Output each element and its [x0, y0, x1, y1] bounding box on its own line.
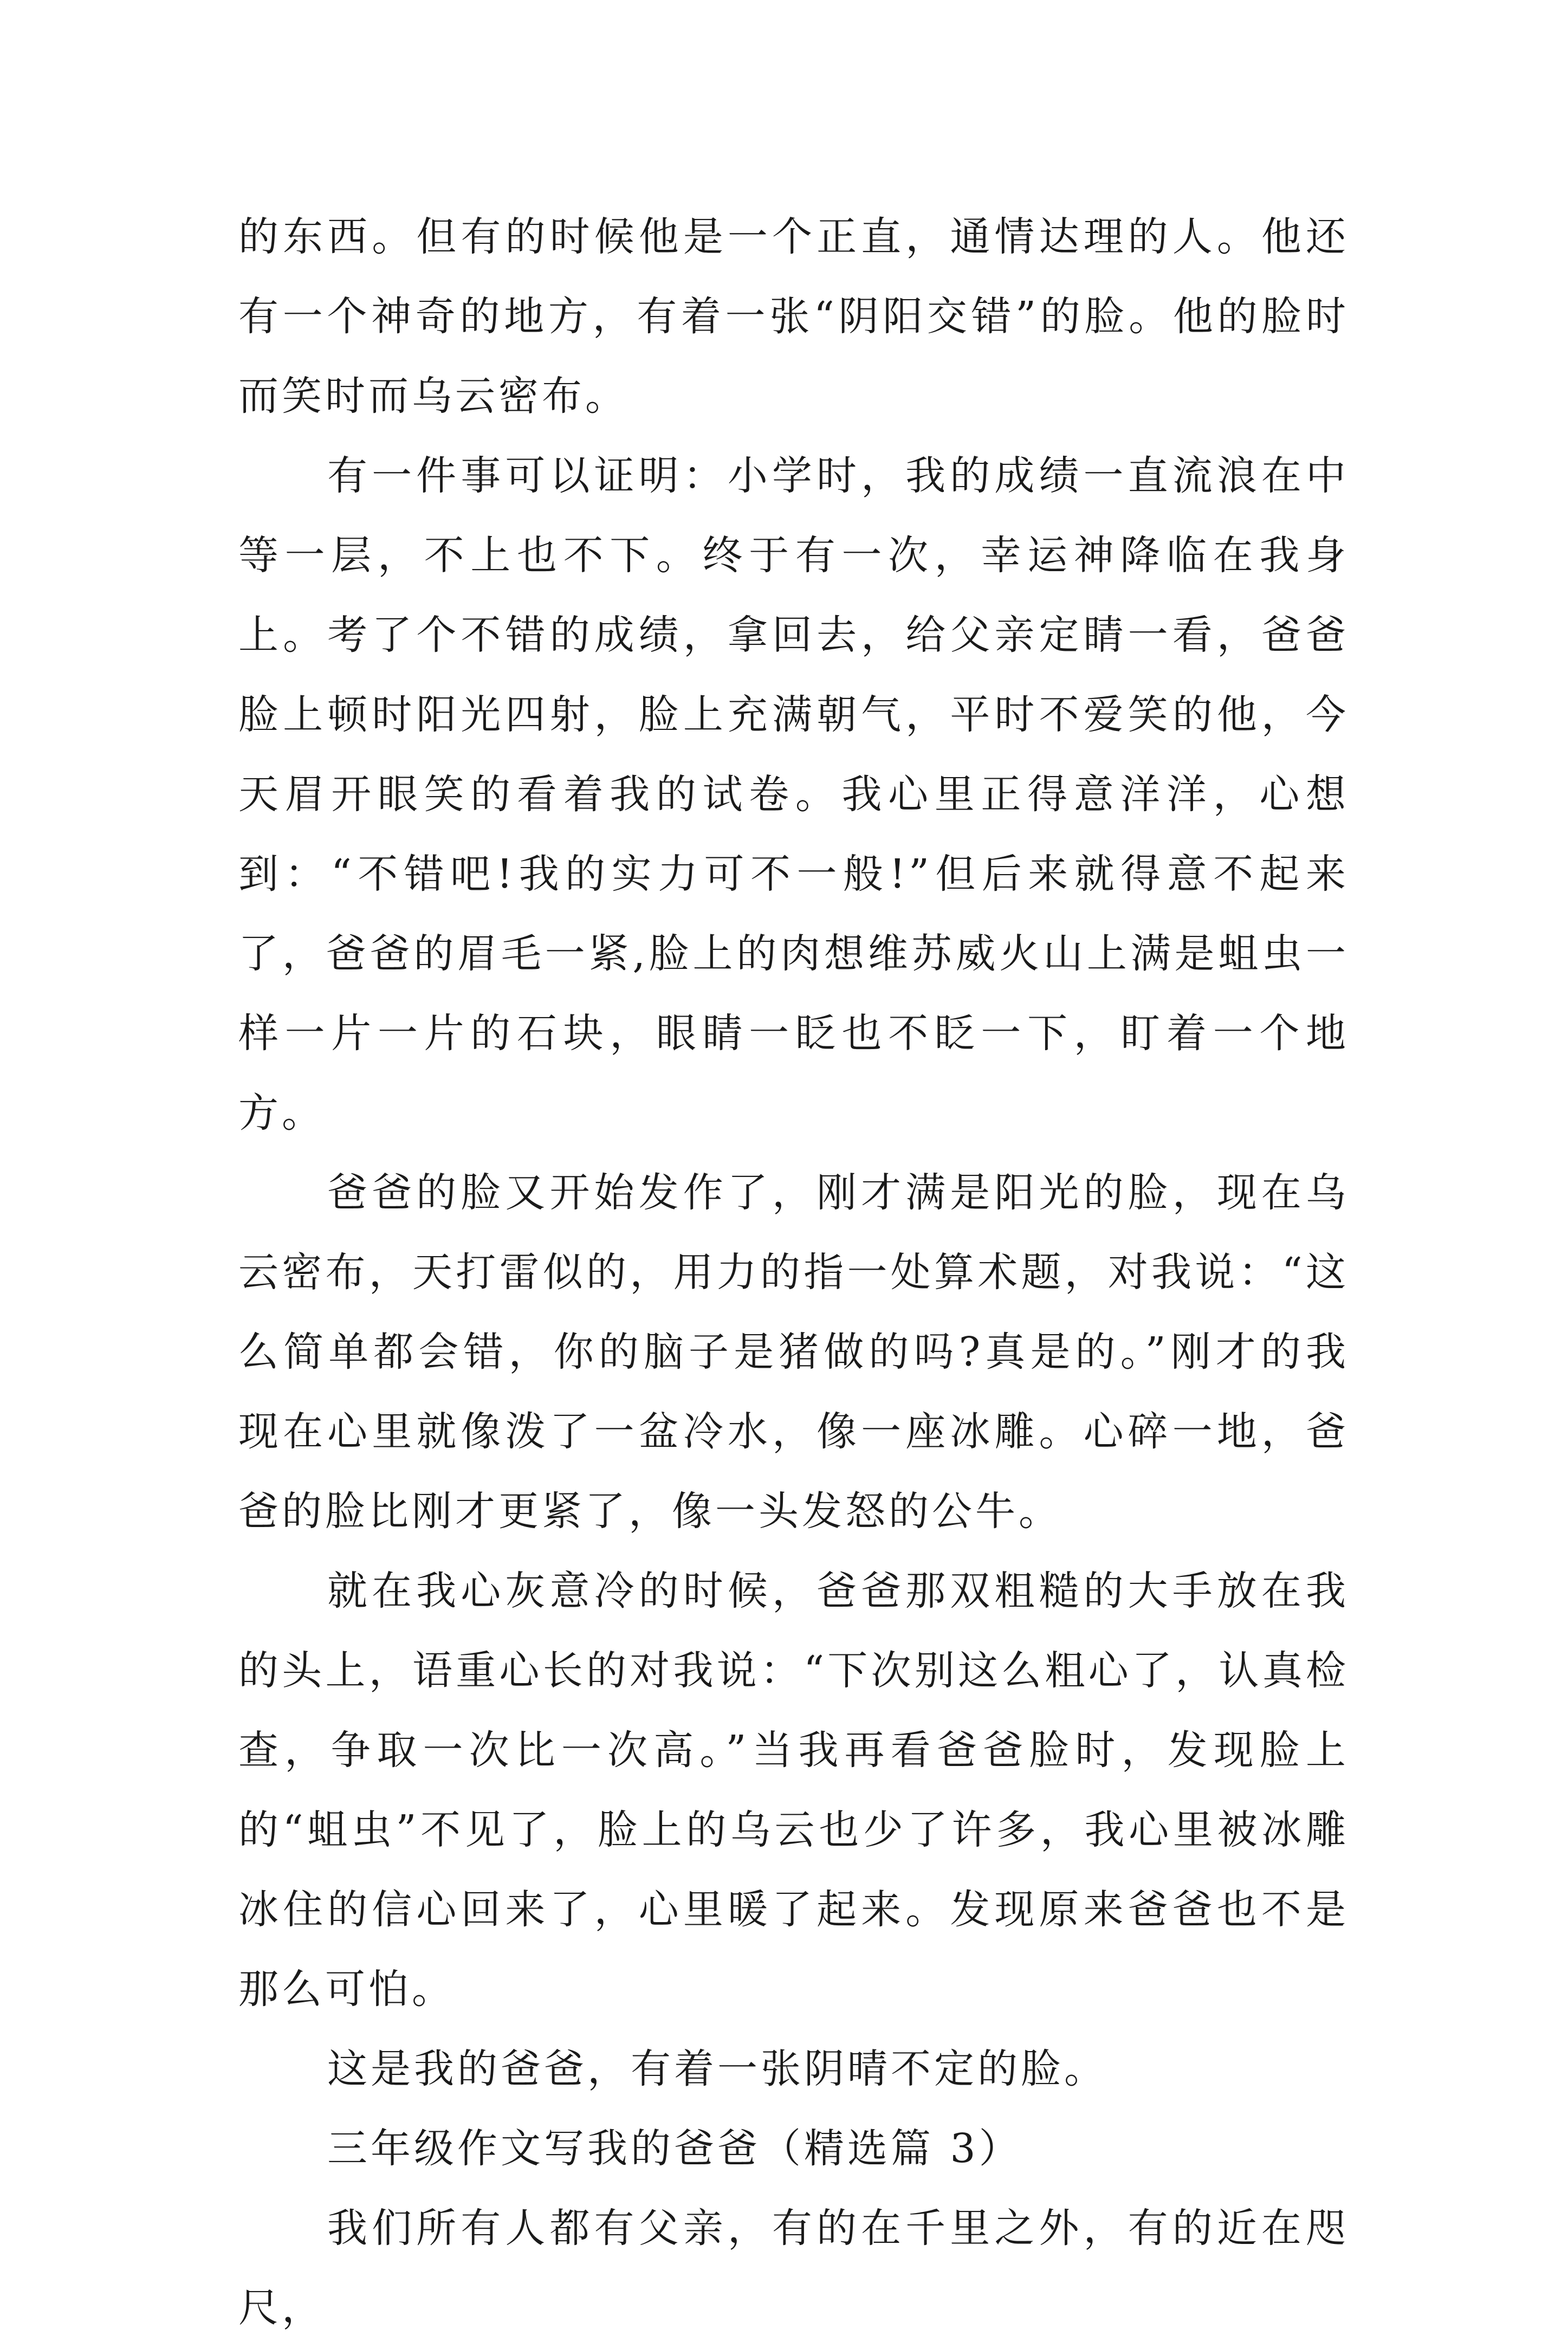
section-heading: 三年级作文写我的爸爸（精选篇 3）	[327, 2125, 1022, 2172]
paragraph-continuation: 的东西。但有的时候他是一个正直，通情达理的人。他还有一个神奇的地方，有着一张“阴阳交错”的脸。他的脸时而笑时而乌云密布。	[238, 214, 1349, 419]
paragraph-next-essay-start: 我们所有人都有父亲，有的在千里之外，有的近在咫尺，	[238, 2205, 1349, 2331]
document-body	[238, 197, 1349, 2348]
paragraph-angry-face: 爸爸的脸又开始发作了，刚才满是阳光的脸，现在乌云密布，天打雷似的，用力的指一处算术题，对我说：“这么简单都会错，你的脑子是猪做的吗?真是的。”刚才的我现在心里就像泼了一盆冷水，像一座冰雕。心碎一地，爸爸的脸比刚才更紧了，像一头发怒的公牛。	[238, 1169, 1349, 1535]
paragraph-encouragement: 就在我心灰意冷的时候，爸爸那双粗糙的大手放在我的头上，语重心长的对我说：“下次别这么粗心了，认真检查，争取一次比一次高。”当我再看爸爸脸时，发现脸上的“蛆虫”不见了，脸上的乌云也少了许多，我心里被冰雕冰住的信心回来了，心里暖了起来。发现原来爸爸也不是那么可怕。	[238, 1568, 1349, 2013]
paragraph-report-card: 有一件事可以证明：小学时，我的成绩一直流浪在中等一层，不上也不下。终于有一次，幸运神降临在我身上。考了个不错的成绩，拿回去，给父亲定睛一看，爸爸脸上顿时阳光四射，脸上充满朝气，平时不爱笑的他，今天眉开眼笑的看着我的试卷。我心里正得意洋洋，心想到：“不错吧!我的实力可不一般!”但后来就得意不起来了，爸爸的眉毛一紧,脸上的肉想维苏威火山上满是蛆虫一样一片一片的石块，眼睛一眨也不眨一下，盯着一个地方。	[238, 452, 1349, 1136]
paragraph-conclusion: 这是我的爸爸，有着一张阴晴不定的脸。	[327, 2046, 1107, 2092]
